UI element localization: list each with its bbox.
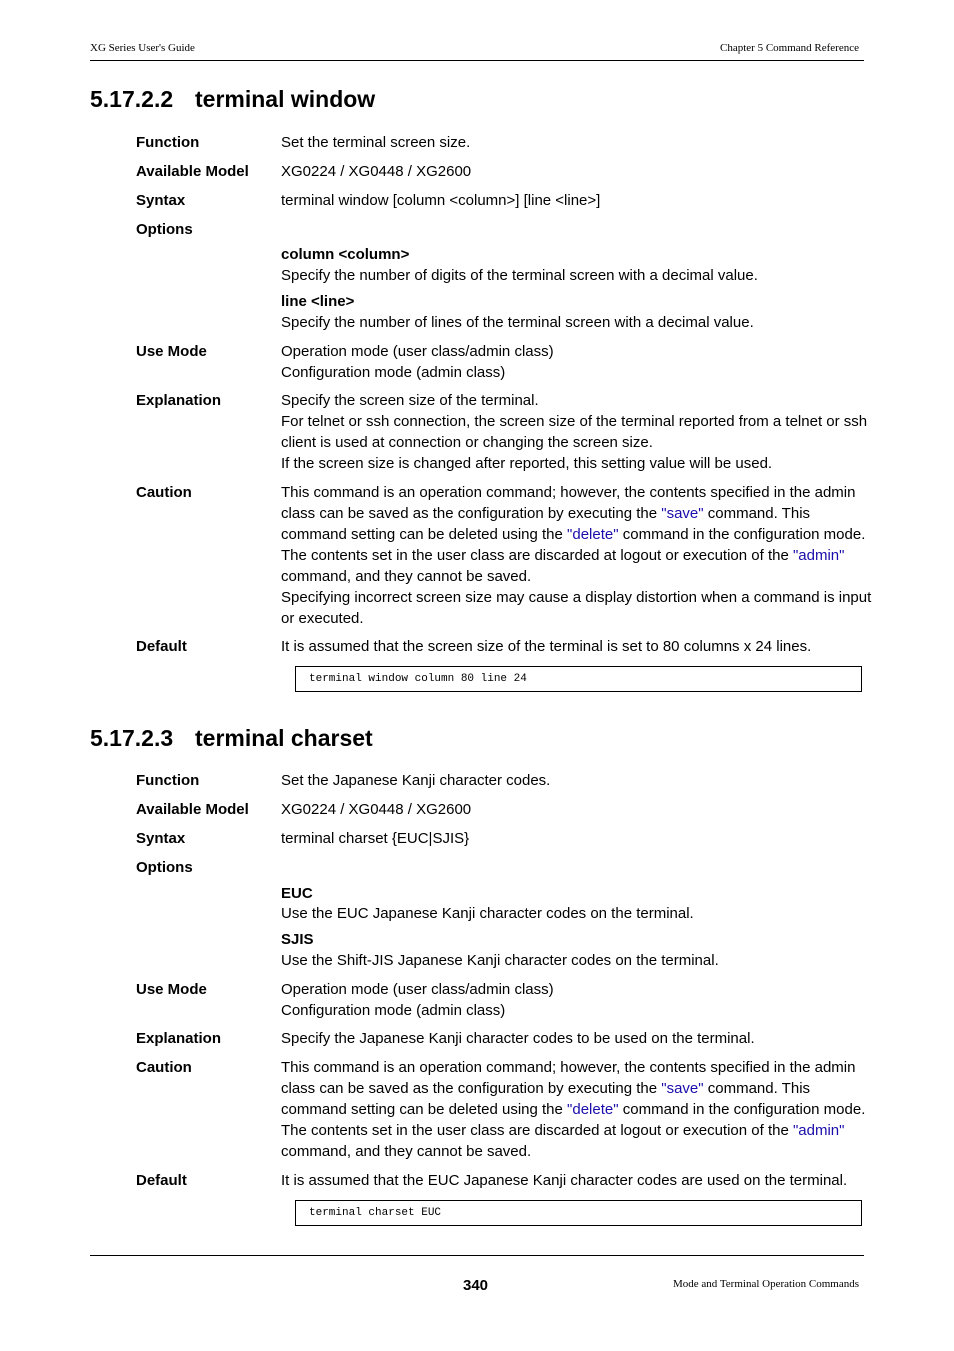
label-use-mode: Use Mode [136,343,207,360]
option-name: EUC [281,885,313,902]
default-text: It is assumed that the screen size of the terminal is set to 80 columns x 24 lines. [281,638,812,655]
function-text: Set the terminal screen size. [281,134,471,151]
code-example [295,1200,862,1226]
use-mode-text: Operation mode (user class/admin class) Configuration mode (admin class) [281,981,554,1019]
available-model-text: XG0224 / XG0448 / XG2600 [281,163,472,180]
syntax-text: terminal charset {EUC|SJIS} [281,830,470,847]
label-available-model: Available Model [136,163,249,180]
code-example [295,666,862,692]
label-function: Function [136,134,200,151]
caution-text: This command is an operation command; however, the contents specified in the admin class can be saved as the configuration by executing the "save" command. This command setting can be deleted using the "delete" command in the configuration mode. The contents set in the user class are discarded at logout or execution of the "admin" command, and they cannot be saved. Specifying incorrect screen size may cause a display distortion when a command is input or executed. [281,484,872,627]
label-syntax: Syntax [136,830,186,847]
use-mode-text: Operation mode (user class/admin class) Configuration mode (admin class) [281,343,554,381]
code-text: terminal charset EUC [309,1207,442,1219]
section-number: 5.17.2.2 [90,86,174,112]
label-explanation: Explanation [136,1030,222,1047]
function-text: Set the Japanese Kanji character codes. [281,772,551,789]
option-name: column <column> [281,246,410,263]
explanation-text: Specify the screen size of the terminal. For telnet or ssh connection, the screen size of the terminal reported from a telnet or ssh client is used at connection or changing the screen size. If the screen size is changed after reported, this setting value will be used. [281,392,868,472]
admin-link[interactable]: "admin" [792,1122,845,1139]
default-text: It is assumed that the EUC Japanese Kanji character codes are used on the terminal. [281,1172,848,1189]
available-model-text: XG0224 / XG0448 / XG2600 [281,801,472,818]
syntax-text: terminal window [column <column>] [line <line>] [281,192,601,209]
label-default: Default [136,638,187,655]
section-title: terminal charset [195,725,373,751]
label-function: Function [136,772,200,789]
label-explanation: Explanation [136,392,222,409]
option-desc: Specify the number of digits of the terminal screen with a decimal value. [281,267,758,284]
page-number: 340 [463,1277,489,1294]
footer-rule [90,1255,864,1256]
section-title: terminal window [195,86,376,112]
label-available-model: Available Model [136,801,249,818]
label-default: Default [136,1172,187,1189]
header-right: Chapter 5 Command Reference [720,42,859,54]
save-link[interactable]: "save" [661,1080,704,1097]
option-name: line <line> [281,293,355,310]
explanation-text: Specify the Japanese Kanji character codes to be used on the terminal. [281,1030,755,1047]
label-use-mode: Use Mode [136,981,207,998]
option-name: SJIS [281,931,314,948]
option-desc: Use the Shift-JIS Japanese Kanji character codes on the terminal. [281,952,719,969]
footer-right: Mode and Terminal Operation Commands [673,1278,859,1290]
section-heading-terminal-window [90,86,375,113]
save-link[interactable]: "save" [661,505,704,522]
label-options: Options [136,859,193,876]
delete-link[interactable]: "delete" [567,526,619,543]
header-rule [90,60,864,61]
code-text: terminal window column 80 line 24 [309,673,527,685]
option-desc: Specify the number of lines of the terminal screen with a decimal value. [281,314,754,331]
header-left: XG Series User's Guide [90,42,195,54]
option-desc: Use the EUC Japanese Kanji character codes on the terminal. [281,905,694,922]
delete-link[interactable]: "delete" [567,1101,619,1118]
section-number: 5.17.2.3 [90,725,174,751]
section-heading-terminal-charset [90,725,373,752]
label-syntax: Syntax [136,192,186,209]
label-caution: Caution [136,484,192,501]
label-options: Options [136,221,193,238]
caution-text: This command is an operation command; however, the contents specified in the admin class can be saved as the configuration by executing the "save" command. This command setting can be deleted using the "delete" command in the configuration mode. The contents set in the user class are discarded at logout or execution of the "admin" command, and they cannot be saved. [281,1059,866,1160]
label-caution: Caution [136,1059,192,1076]
admin-link[interactable]: "admin" [792,547,845,564]
